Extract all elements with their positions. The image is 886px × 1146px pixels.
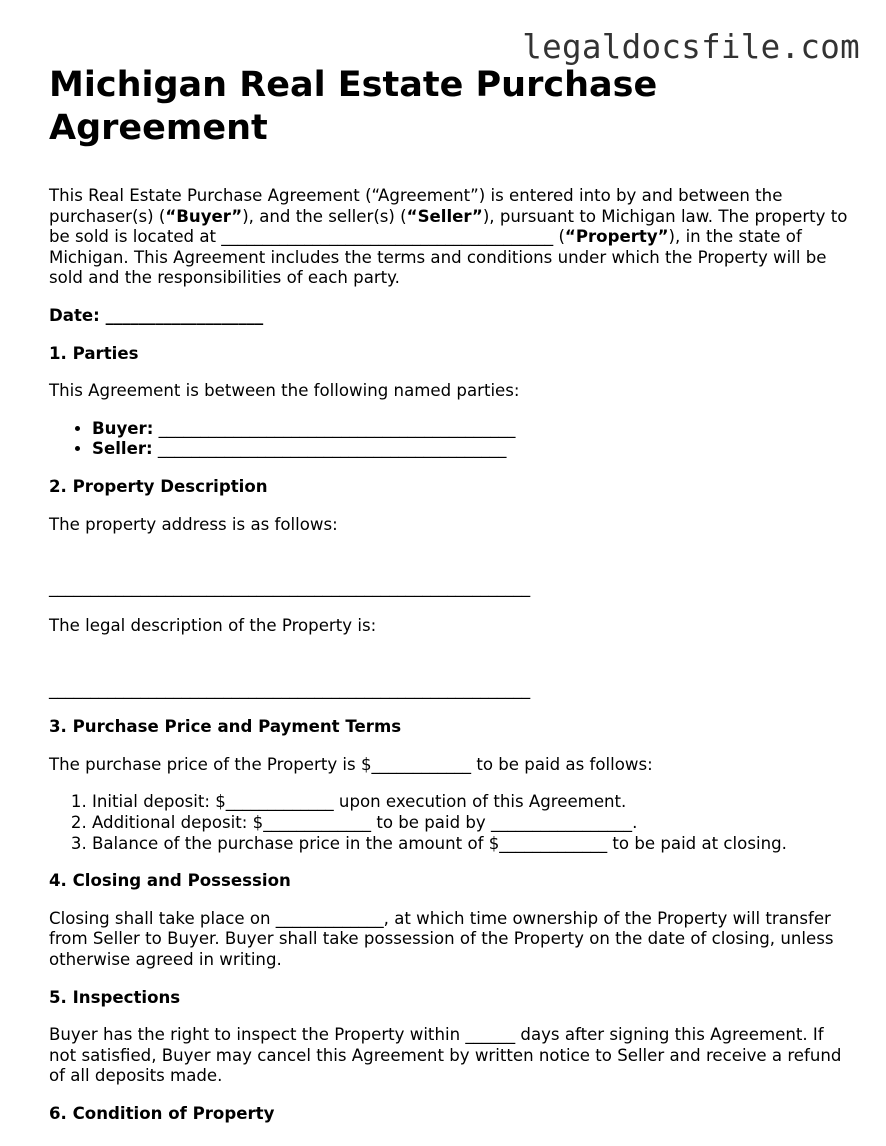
inspections-text: Buyer has the right to inspect the Property within ______ days after signing this Agreement. If not satisfied, Buyer may cancel this Agreement by written notice to Seller and receive a refund of all deposits made. [49, 1025, 842, 1086]
property-term: “Property” [564, 227, 669, 247]
section-inspections-heading: 5. Inspections [49, 987, 181, 1007]
buyer-blank: ___________________________________________ [153, 418, 516, 438]
list-item [92, 419, 849, 440]
seller-blank: __________________________________________ [152, 439, 507, 459]
list-item: 2. Additional deposit: $_____________ to be paid by _________________. [92, 813, 849, 834]
legal-blank-line: __________________________________________________________ [49, 679, 531, 699]
legal-description-text: The legal description of the Property is: [49, 615, 377, 635]
legal-description-blank [49, 654, 849, 701]
property-address-blank [49, 552, 849, 599]
list-item [92, 439, 849, 460]
property-address-text: The property address is as follows: [49, 514, 338, 534]
price-text: The purchase price of the Property is $____________ to be paid as follows: [49, 754, 653, 774]
document-body [49, 64, 849, 1125]
intro-text-3: ), pursuant to Michigan law. The property to be sold is located at ________________________________________ ( [49, 206, 848, 247]
page-title: Michigan Real Estate Purchase Agreement [49, 65, 658, 148]
buyer-term: “Buyer” [165, 206, 243, 226]
section-parties-heading: 1. Parties [49, 343, 139, 363]
intro-text-4: ), in the state of Michigan. This Agreement includes the terms and conditions under which the Property will be sold and the responsibilities of each party. [49, 227, 827, 288]
section-condition-heading: 6. Condition of Property [49, 1104, 275, 1123]
seller-label: Seller: [92, 439, 153, 459]
list-item: 3. Balance of the purchase price in the amount of $_____________ to be paid at closing. [92, 834, 849, 855]
section-property-heading: 2. Property Description [49, 476, 268, 496]
section-price-heading: 3. Purchase Price and Payment Terms [49, 717, 402, 737]
list-item: 1. Initial deposit: $_____________ upon execution of this Agreement. [92, 792, 849, 813]
site-watermark: legaldocsfile.com [522, 28, 860, 66]
date-field: Date: ___________________ [49, 305, 264, 325]
buyer-label: Buyer: [92, 418, 154, 438]
address-blank-line: __________________________________________________________ [49, 578, 531, 598]
parties-list [49, 419, 849, 460]
intro-text-2: ), and the seller(s) ( [242, 206, 407, 226]
payment-list [49, 792, 849, 854]
closing-text: Closing shall take place on _____________, at which time ownership of the Property will transfer from Seller to Buyer. Buyer shall take possession of the Property on the date of closing, unless otherwise agreed in writing. [49, 908, 834, 970]
seller-term: “Seller” [406, 206, 483, 226]
intro-paragraph [49, 186, 849, 289]
intro-text-1: This Real Estate Purchase Agreement (“Agreement”) is entered into by and between the purchaser(s) ( [49, 186, 783, 226]
parties-text: This Agreement is between the following named parties: [49, 381, 520, 401]
section-closing-heading: 4. Closing and Possession [49, 871, 291, 891]
